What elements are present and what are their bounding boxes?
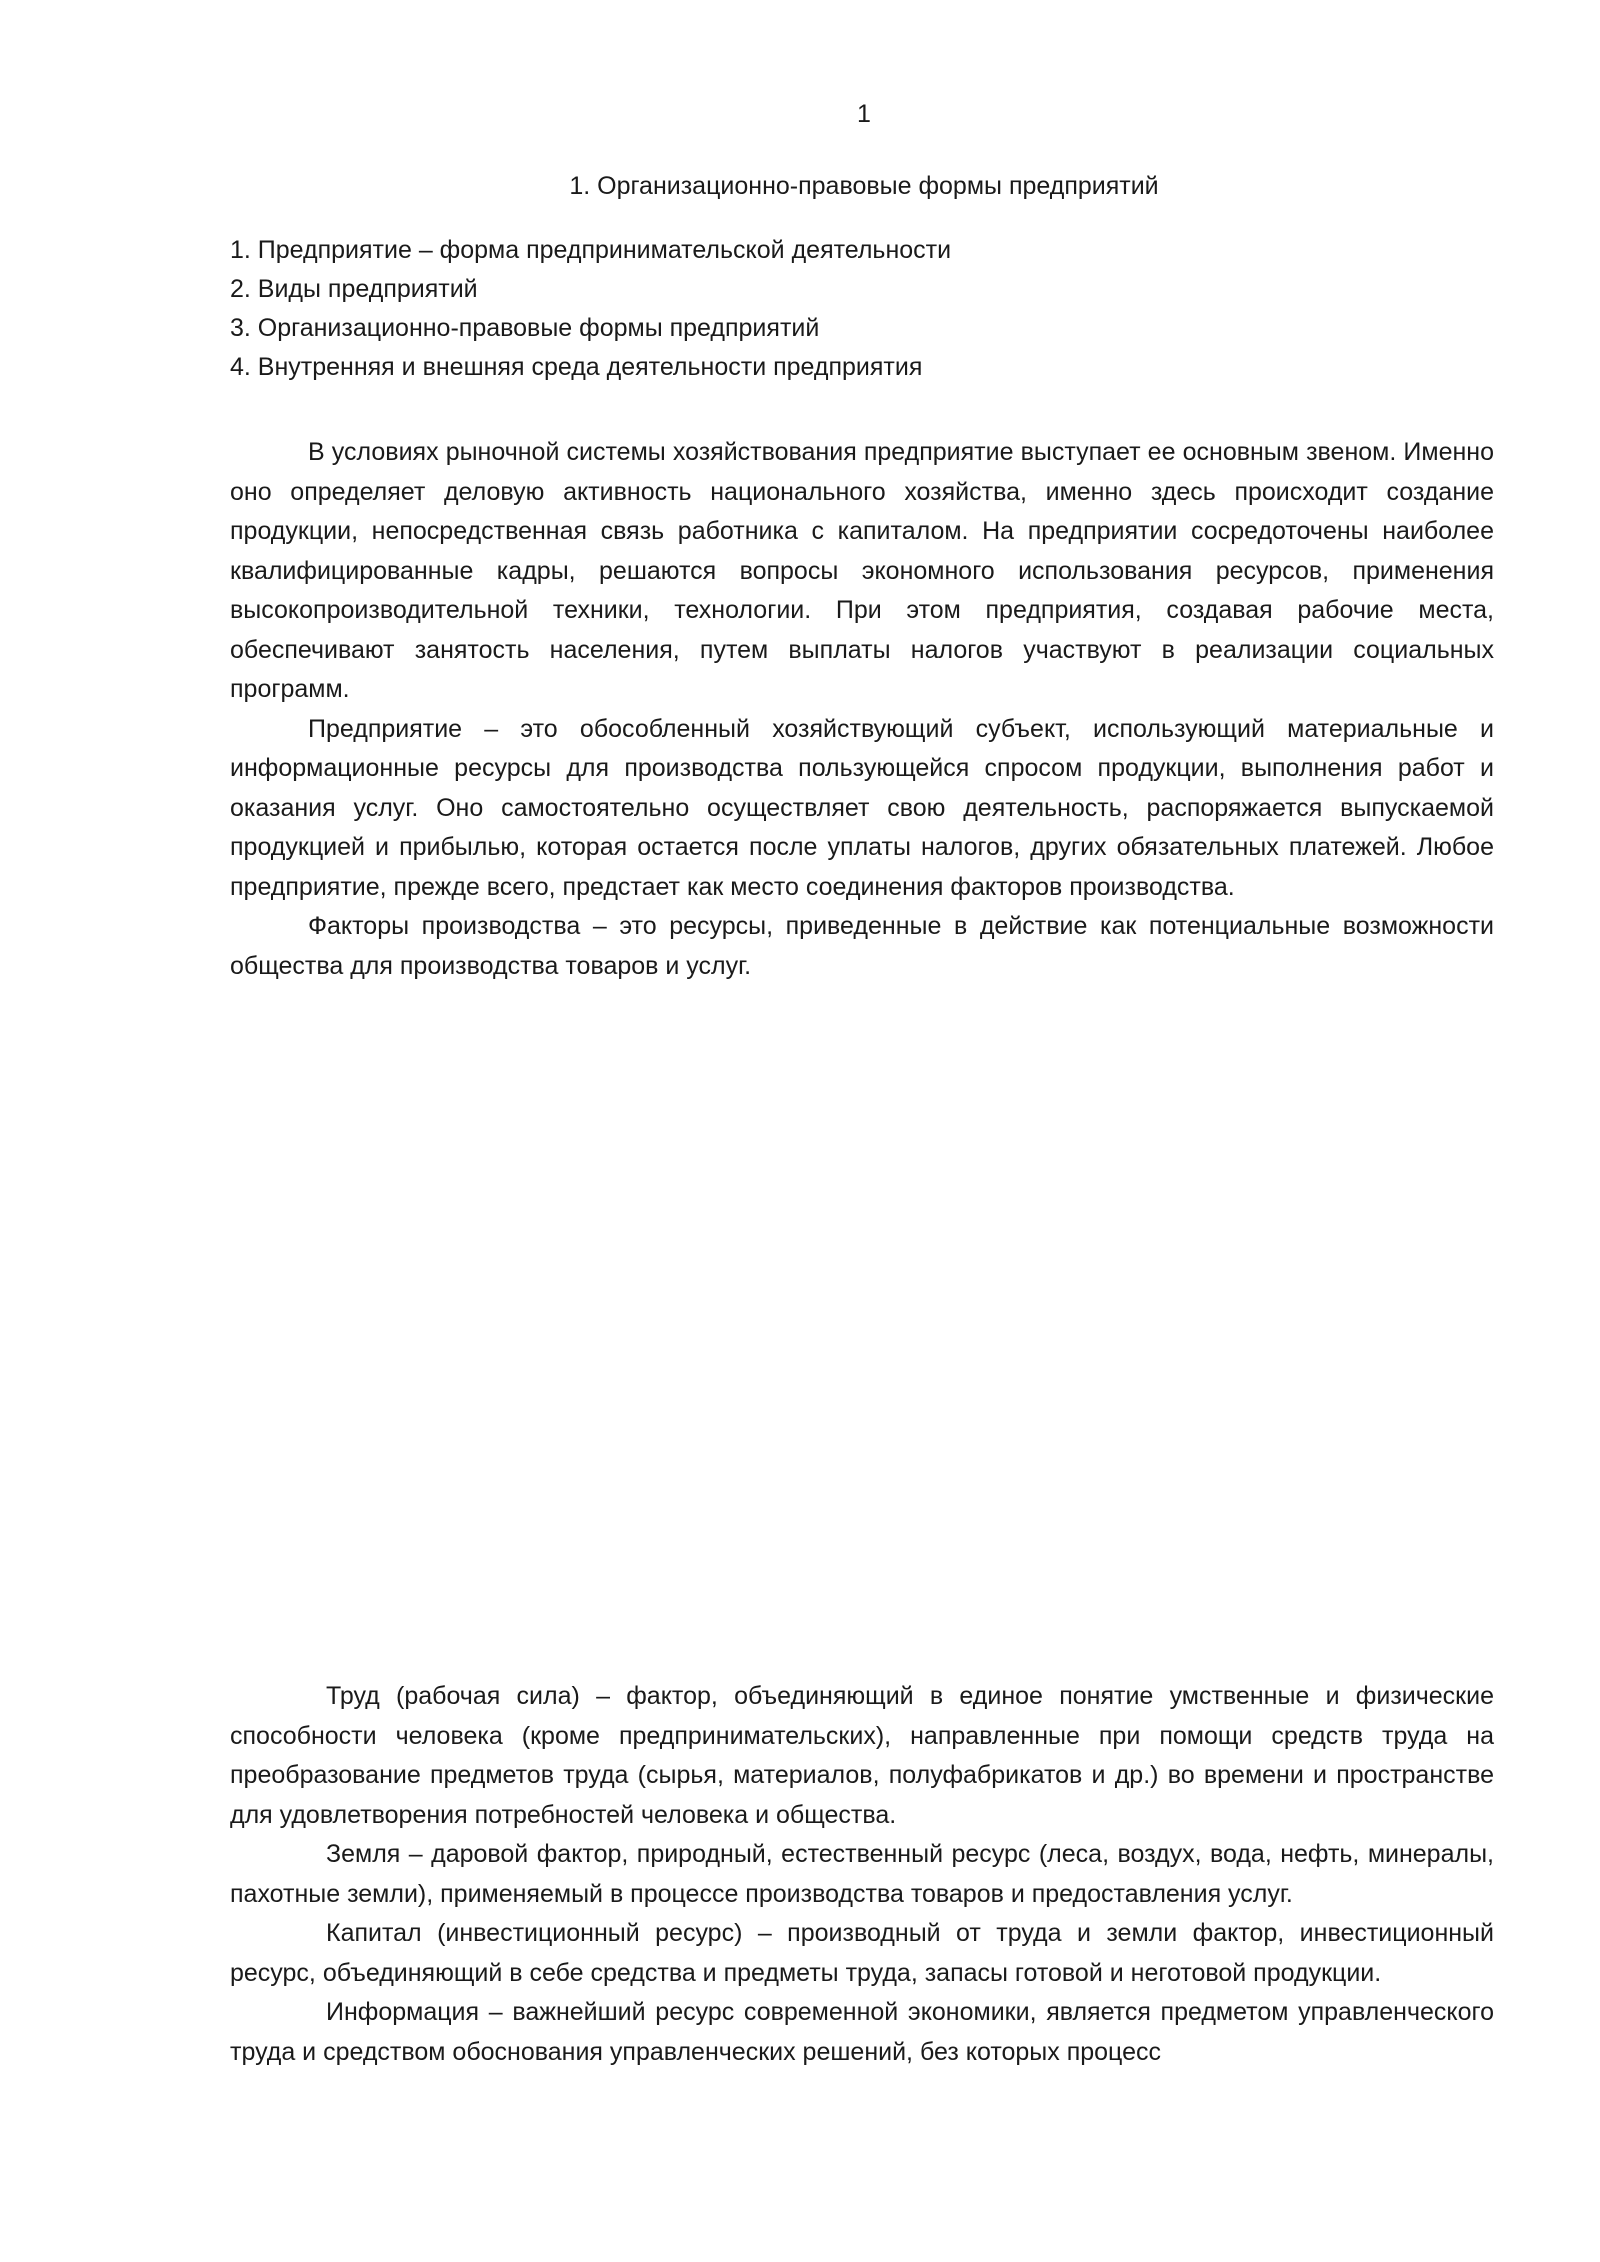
body-text-top: [230, 433, 1494, 986]
paragraph: В условиях рыночной системы хозяйствования предприятие выступает ее основным звеном. Именно оно определяет деловую активность национального хозяйства, именно здесь происходит создание продукции, непосредственная связь работника с капиталом. На предприятии сосредоточены наиболее квалифицированные кадры, решаются вопросы экономного использования ресурсов, применения высокопроизводительной техники, технологии. При этом предприятия, создавая рабочие места, обеспечивают занятость населения, путем выплаты налогов участвуют в реализации социальных программ.: [230, 438, 1494, 703]
paragraph: Информация – важнейший ресурс современной экономики, является предметом управленческого труда и средством обоснования управленческих решений, без которых процесс: [230, 1998, 1494, 2066]
paragraph: Труд (рабочая сила) – фактор, объединяющий в единое понятие умственные и физические способности человека (кроме предпринимательских), направленные при помощи средств труда на преобразование предметов труда (сырья, материалов, полуфабрикатов и др.) во времени и пространстве для удовлетворения потребностей человека и общества.: [230, 1682, 1494, 1829]
table-of-contents: [230, 231, 1494, 387]
toc-item: 1. Предприятие – форма предпринимательской деятельности: [230, 236, 952, 264]
paragraph: Предприятие – это обособленный хозяйствующий субъект, использующий материальные и информационные ресурсы для производства пользующейся спросом продукции, выполнения работ и оказания услуг. Оно самостоятельно осуществляет свою деятельность, распоряжается выпускаемой продукцией и прибылью, которая остается после уплаты налогов, других обязательных платежей. Любое предприятие, прежде всего, предстает как место соединения факторов производства.: [230, 714, 1494, 901]
page-number: 1: [857, 100, 871, 128]
page-title: 1. Организационно-правовые формы предприятий: [569, 172, 1159, 200]
paragraph: Капитал (инвестиционный ресурс) – производный от труда и земли фактор, инвестиционный ресурс, объединяющий в себе средства и предметы труда, запасы готовой и неготовой продукции.: [230, 1919, 1494, 1987]
paragraph: Земля – даровой фактор, природный, естественный ресурс (леса, воздух, вода, нефть, минералы, пахотные земли), применяемый в процессе производства товаров и предоставления услуг.: [230, 1840, 1494, 1908]
toc-item: 3. Организационно-правовые формы предприятий: [230, 314, 820, 342]
toc-item: 2. Виды предприятий: [230, 275, 478, 303]
toc-item: 4. Внутренняя и внешняя среда деятельности предприятия: [230, 353, 923, 381]
paragraph: Факторы производства – это ресурсы, приведенные в действие как потенциальные возможности общества для производства товаров и услуг.: [230, 912, 1494, 980]
body-text-bottom: [230, 1677, 1494, 2072]
